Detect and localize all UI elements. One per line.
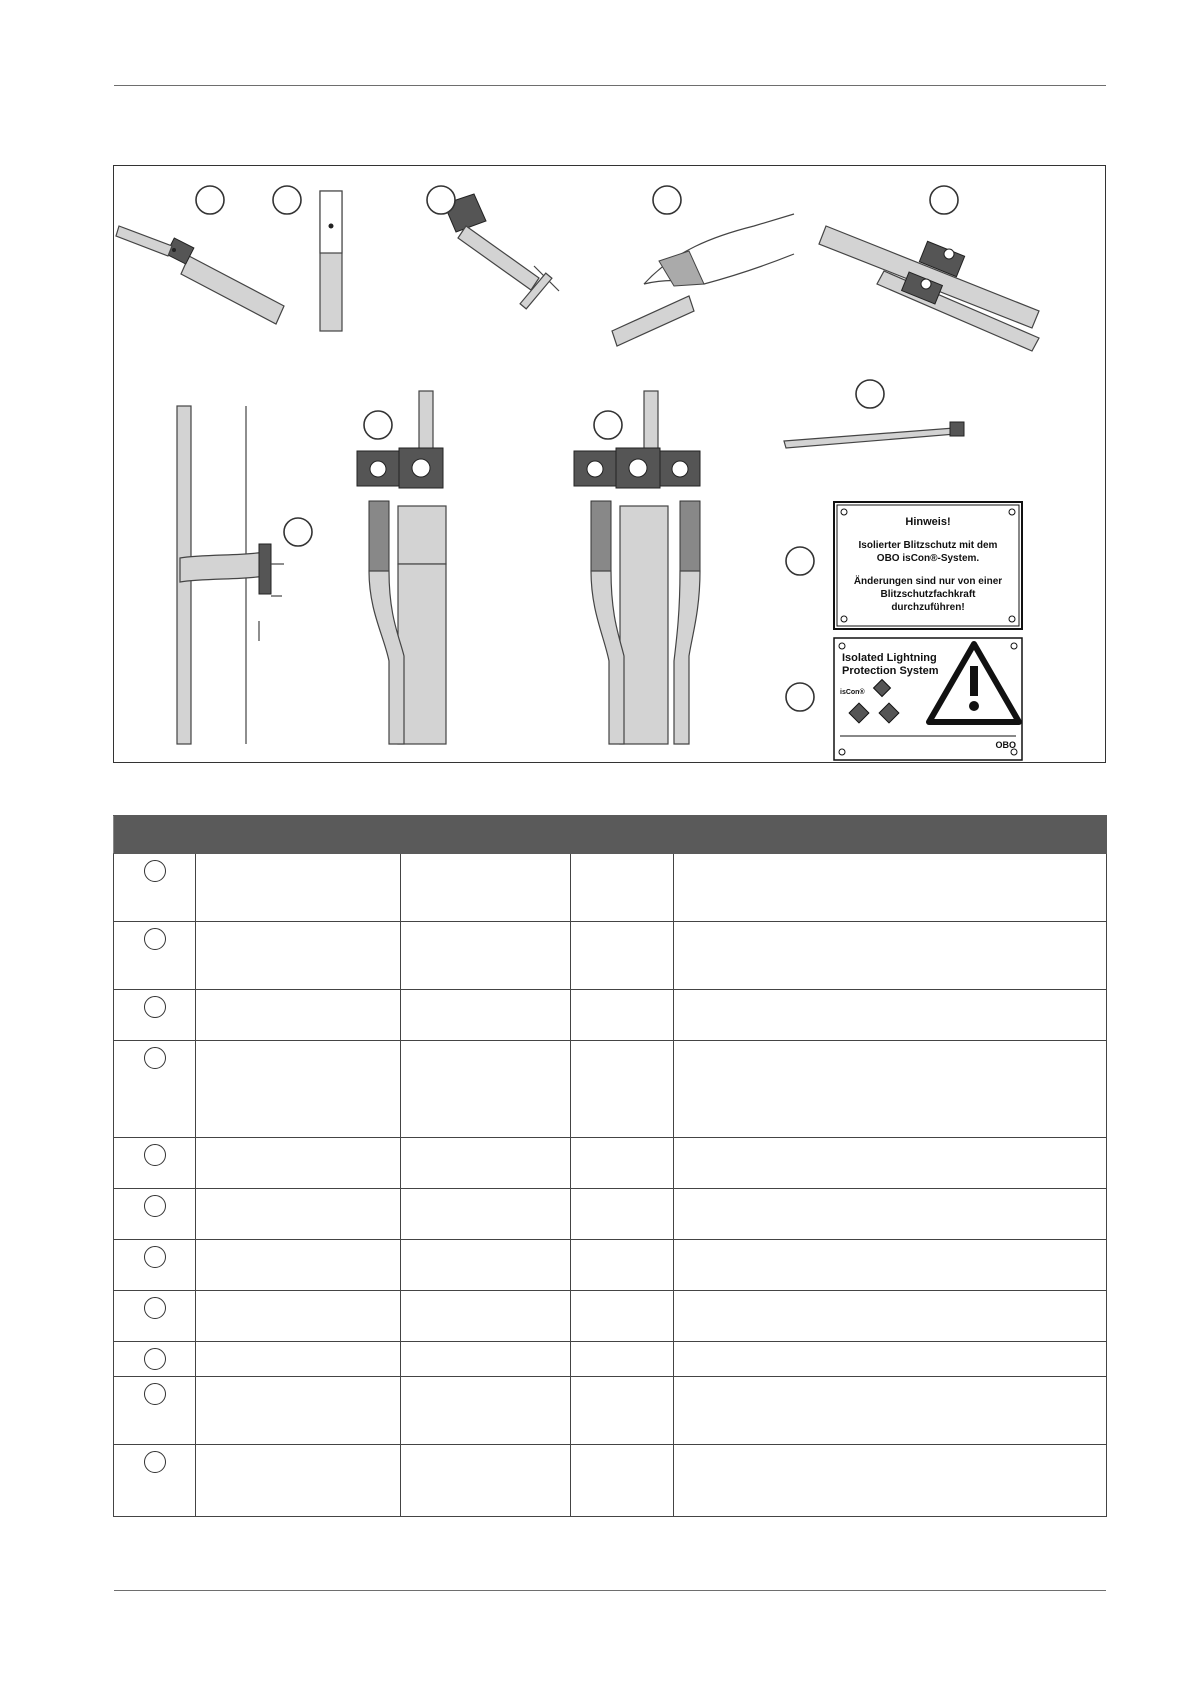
- table-cell: [196, 1445, 401, 1517]
- table-cell: [401, 1138, 571, 1189]
- table-cell: [571, 1445, 674, 1517]
- table-cell: [196, 1291, 401, 1342]
- clamp-three-way-illustration: [574, 391, 700, 744]
- table-cell: [571, 1342, 674, 1377]
- table-cell: [674, 922, 1107, 990]
- row-number-circle: [144, 860, 166, 882]
- table-cell: [674, 1041, 1107, 1138]
- row-number-circle: [144, 1348, 166, 1370]
- row-number-circle: [144, 1195, 166, 1217]
- sign-en-title1: Isolated Lightning: [842, 652, 937, 664]
- row-number-circle: [144, 1047, 166, 1069]
- table-cell: [674, 1138, 1107, 1189]
- sign-de-line2: OBO isCon®-System.: [876, 553, 980, 564]
- row-number-circle: [144, 928, 166, 950]
- cleaning-hand-illustration: [612, 214, 794, 346]
- footer-rule: [114, 1590, 1106, 1591]
- parts-illustration: [113, 165, 1106, 763]
- callout-9: [284, 518, 312, 546]
- table-cell: [196, 1041, 401, 1138]
- table-cell: [196, 1342, 401, 1377]
- stripping-tool-illustration: [444, 194, 559, 309]
- table-cell: [674, 854, 1107, 922]
- table-cell: [196, 922, 401, 990]
- table-cell: [114, 1138, 196, 1189]
- table-cell: [401, 1041, 571, 1138]
- table-cell: [114, 1041, 196, 1138]
- header-col-5: [674, 816, 1107, 854]
- table-cell: [401, 1291, 571, 1342]
- table-cell: [571, 1041, 674, 1138]
- table-cell: [674, 1342, 1107, 1377]
- sign-de-title: Hinweis!: [905, 516, 951, 528]
- sign-en-logo: OBO: [995, 740, 1016, 750]
- callout-4: [653, 186, 681, 214]
- table-cell: [196, 1377, 401, 1445]
- table-header: [114, 816, 1107, 854]
- cable-tie-illustration: [784, 422, 964, 448]
- row-number-circle: [144, 1451, 166, 1473]
- table-cell: [571, 854, 674, 922]
- table-cell: [196, 990, 401, 1041]
- table-body: [114, 854, 1107, 1517]
- callout-8: [594, 411, 622, 439]
- table-cell: [196, 854, 401, 922]
- sign-de-line3: Änderungen sind nur von einer: [853, 576, 1003, 587]
- table-cell: [114, 1240, 196, 1291]
- warning-sign-de: [834, 502, 1022, 629]
- table-cell: [114, 1445, 196, 1517]
- pipe-strap-illustration: [177, 406, 284, 744]
- table-cell: [114, 1377, 196, 1445]
- callout-1: [196, 186, 224, 214]
- callout-11: [786, 683, 814, 711]
- table-cell: [674, 1377, 1107, 1445]
- table-cell: [114, 1189, 196, 1240]
- callout-10: [786, 547, 814, 575]
- table-row: [114, 1342, 1107, 1377]
- sign-de-line1: Isolierter Blitzschutz mit dem: [858, 540, 998, 551]
- table-cell: [114, 854, 196, 922]
- parts-table: [113, 815, 1107, 1517]
- sign-de-line4: Blitzschutzfachkraft: [880, 589, 976, 600]
- vertical-cable-illustration: [320, 191, 342, 331]
- row-number-circle: [144, 1144, 166, 1166]
- table-cell: [571, 990, 674, 1041]
- table-row: [114, 922, 1107, 990]
- table-cell: [196, 1189, 401, 1240]
- table-cell: [114, 1291, 196, 1342]
- header-col-1: [114, 816, 196, 854]
- clamp-two-way-illustration: [357, 391, 446, 744]
- sign-de-line5: durchzuführen!: [891, 602, 965, 613]
- table-cell: [674, 1240, 1107, 1291]
- table-row: [114, 1041, 1107, 1138]
- table-cell: [401, 1377, 571, 1445]
- rod-clamp-illustration: [819, 226, 1039, 351]
- table-row: [114, 1189, 1107, 1240]
- callout-2: [273, 186, 301, 214]
- table-cell: [114, 990, 196, 1041]
- table-cell: [114, 1342, 196, 1377]
- table-cell: [571, 1240, 674, 1291]
- table-cell: [674, 1445, 1107, 1517]
- table-row: [114, 854, 1107, 922]
- table-row: [114, 990, 1107, 1041]
- callout-7: [364, 411, 392, 439]
- table-row: [114, 1377, 1107, 1445]
- row-number-circle: [144, 996, 166, 1018]
- table-cell: [401, 854, 571, 922]
- callout-circles: [196, 186, 958, 711]
- table-row: [114, 1445, 1107, 1517]
- table-cell: [401, 1240, 571, 1291]
- table-cell: [196, 1240, 401, 1291]
- sign-en-title2: Protection System: [842, 665, 939, 677]
- header-col-3: [401, 816, 571, 854]
- row-number-circle: [144, 1383, 166, 1405]
- warning-sign-en: [834, 638, 1022, 760]
- table-row: [114, 1240, 1107, 1291]
- table-cell: [571, 1291, 674, 1342]
- table-cell: [401, 990, 571, 1041]
- table-cell: [571, 1189, 674, 1240]
- sign-en-brand: isCon®: [840, 689, 865, 696]
- row-number-circle: [144, 1297, 166, 1319]
- table-cell: [571, 1138, 674, 1189]
- table-cell: [674, 1291, 1107, 1342]
- table-cell: [571, 922, 674, 990]
- header-col-4: [571, 816, 674, 854]
- row-number-circle: [144, 1246, 166, 1268]
- table-cell: [401, 922, 571, 990]
- callout-6: [856, 380, 884, 408]
- table-cell: [674, 1189, 1107, 1240]
- callout-5: [930, 186, 958, 214]
- table-cell: [114, 922, 196, 990]
- callout-3: [427, 186, 455, 214]
- header-col-2: [196, 816, 401, 854]
- table-row: [114, 1291, 1107, 1342]
- table-row: [114, 1138, 1107, 1189]
- header-rule: [114, 85, 1106, 86]
- table-cell: [571, 1377, 674, 1445]
- cable-end-illustration: [116, 226, 284, 324]
- table-cell: [401, 1445, 571, 1517]
- table-cell: [401, 1342, 571, 1377]
- table-cell: [196, 1138, 401, 1189]
- table-cell: [674, 990, 1107, 1041]
- table-cell: [401, 1189, 571, 1240]
